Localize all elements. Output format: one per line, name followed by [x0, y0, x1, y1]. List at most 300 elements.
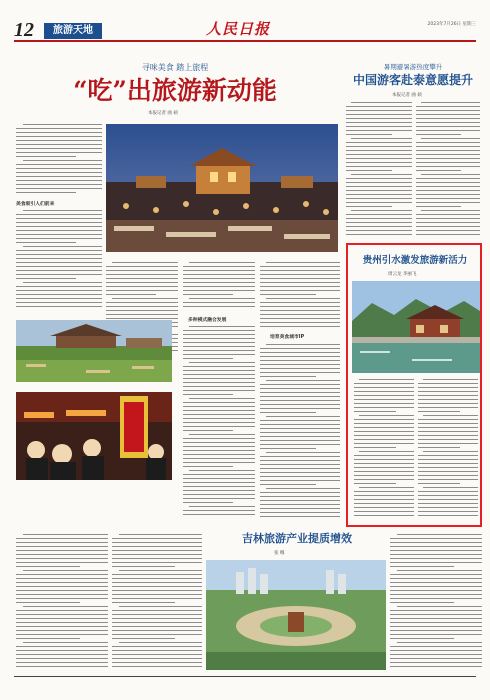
text-line: [16, 188, 102, 189]
text-line: [16, 258, 102, 259]
text-line: [418, 399, 478, 400]
text-line: [416, 146, 480, 147]
text-line: [183, 402, 255, 403]
text-line: [346, 170, 392, 171]
text-line: [260, 476, 340, 477]
main-body-col1: [16, 210, 102, 310]
text-line: [106, 294, 156, 295]
text-line: [354, 511, 414, 512]
text-line: [416, 170, 461, 171]
rice-field-photo: [16, 320, 172, 382]
text-line: [119, 534, 202, 535]
text-line: [112, 586, 202, 587]
text-line: [354, 411, 396, 412]
text-line: [260, 322, 340, 323]
text-line: [183, 350, 255, 351]
text-line: [16, 286, 102, 287]
text-line: [189, 326, 255, 327]
text-line: [390, 542, 482, 543]
text-line: [112, 630, 202, 631]
text-line: [354, 483, 396, 484]
text-line: [416, 154, 480, 155]
text-line: [346, 126, 412, 127]
text-line: [390, 614, 482, 615]
text-line: [16, 662, 108, 663]
text-line: [346, 182, 412, 183]
text-line: [423, 379, 478, 380]
text-line: [423, 415, 478, 416]
text-line: [418, 503, 478, 504]
text-line: [390, 586, 482, 587]
text-line: [260, 408, 340, 409]
text-line: [418, 499, 478, 500]
text-line: [16, 306, 102, 307]
text-line: [119, 642, 202, 643]
text-line: [16, 546, 108, 547]
text-line: [346, 206, 392, 207]
text-line: [418, 443, 478, 444]
text-line: [390, 558, 482, 559]
text-line: [260, 456, 340, 457]
text-line: [416, 114, 480, 115]
text-line: [346, 202, 412, 203]
text-line: [183, 378, 255, 379]
text-line: [16, 294, 102, 295]
text-line: [112, 582, 202, 583]
text-line: [260, 302, 340, 303]
text-line: [260, 432, 340, 433]
text-line: [183, 410, 255, 411]
text-line: [183, 382, 255, 383]
text-line: [16, 168, 102, 169]
text-line: [418, 447, 460, 448]
text-line: [266, 344, 340, 345]
text-line: [16, 538, 108, 539]
text-line: [354, 391, 414, 392]
text-line: [260, 516, 340, 517]
text-line: [260, 290, 340, 291]
text-line: [260, 420, 340, 421]
text-line: [112, 662, 202, 663]
text-line: [16, 230, 102, 231]
text-line: [260, 310, 340, 311]
text-line: [16, 226, 102, 227]
text-line: [106, 310, 178, 311]
main-subhead-3: 培育美食城市IP: [270, 335, 305, 340]
text-line: [183, 446, 255, 447]
text-line: [106, 278, 178, 279]
text-line: [183, 390, 255, 391]
text-line: [16, 238, 102, 239]
text-line: [183, 370, 255, 371]
text-line: [16, 254, 102, 255]
text-line: [106, 274, 178, 275]
text-line: [418, 479, 478, 480]
text-line: [16, 148, 102, 149]
text-line: [260, 472, 340, 473]
text-line: [183, 290, 255, 291]
text-line: [354, 471, 414, 472]
text-line: [183, 458, 255, 459]
text-line: [23, 246, 102, 247]
text-line: [390, 590, 482, 591]
text-line: [16, 638, 80, 639]
text-line: [16, 630, 108, 631]
text-line: [112, 566, 175, 567]
text-line: [16, 646, 108, 647]
text-line: [260, 314, 340, 315]
text-line: [416, 234, 480, 235]
text-line: [106, 314, 178, 315]
text-line: [418, 491, 478, 492]
text-line: [416, 162, 480, 163]
text-line: [112, 562, 202, 563]
text-line: [183, 430, 233, 431]
text-line: [346, 158, 412, 159]
text-line: [346, 218, 412, 219]
text-line: [346, 226, 412, 227]
text-line: [189, 506, 255, 507]
text-line: [260, 500, 340, 501]
text-line: [416, 206, 461, 207]
text-line: [390, 602, 454, 603]
text-line: [416, 130, 480, 131]
text-line: [260, 448, 316, 449]
text-line: [183, 466, 233, 467]
text-line: [354, 419, 414, 420]
text-line: [16, 550, 108, 551]
text-line: [260, 318, 340, 319]
text-line: [16, 602, 80, 603]
text-line: [390, 546, 482, 547]
text-line: [112, 262, 178, 263]
text-line: [260, 348, 340, 349]
text-line: [16, 250, 102, 251]
text-line: [354, 407, 414, 408]
text-line: [183, 454, 255, 455]
text-line: [183, 266, 255, 267]
text-line: [106, 270, 178, 271]
text-line: [418, 423, 478, 424]
text-line: [354, 455, 414, 456]
text-line: [390, 578, 482, 579]
text-line: [390, 538, 482, 539]
text-line: [183, 354, 255, 355]
text-line: [112, 590, 202, 591]
text-line: [183, 494, 255, 495]
text-line: [346, 166, 412, 167]
text-line: [16, 566, 80, 567]
text-line: [418, 395, 478, 396]
text-line: [416, 106, 480, 107]
text-line: [260, 468, 340, 469]
text-line: [112, 666, 202, 667]
right-byline: 本报记者 曲 硕: [392, 93, 422, 98]
text-line: [260, 356, 340, 357]
text-line: [16, 586, 108, 587]
bottom-body-text: [390, 534, 482, 670]
text-line: [16, 582, 108, 583]
text-line: [390, 646, 482, 647]
text-line: [266, 416, 340, 417]
text-line: [260, 504, 340, 505]
text-line: [183, 282, 255, 283]
text-line: [16, 598, 108, 599]
text-line: [346, 154, 412, 155]
text-line: [260, 294, 316, 295]
text-line: [106, 266, 178, 267]
text-line: [16, 128, 102, 129]
text-line: [16, 132, 102, 133]
text-line: [106, 286, 178, 287]
text-line: [397, 570, 482, 571]
text-line: [346, 198, 412, 199]
text-line: [390, 658, 482, 659]
featured-article-box[interactable]: [346, 243, 482, 527]
text-line: [346, 162, 412, 163]
text-line: [418, 511, 478, 512]
text-line: [416, 122, 480, 123]
text-line: [189, 398, 255, 399]
text-line: [351, 210, 412, 211]
main-intro-text: [16, 124, 102, 196]
text-line: [390, 634, 482, 635]
text-line: [16, 590, 108, 591]
text-line: [183, 414, 255, 415]
text-line: [390, 574, 482, 575]
main-subhead-1: 美食吸引人们前来: [16, 202, 55, 207]
feature-body-col2: [418, 379, 478, 521]
text-line: [266, 488, 340, 489]
text-line: [16, 274, 102, 275]
text-line: [189, 362, 255, 363]
text-line: [112, 614, 202, 615]
text-line: [183, 338, 255, 339]
text-line: [346, 222, 412, 223]
text-line: [112, 298, 178, 299]
text-line: [112, 538, 202, 539]
text-line: [346, 114, 412, 115]
text-line: [354, 395, 414, 396]
text-line: [260, 492, 340, 493]
footer-rule: [14, 676, 476, 677]
text-line: [390, 554, 482, 555]
text-line: [346, 230, 412, 231]
text-line: [354, 491, 414, 492]
text-line: [260, 484, 316, 485]
text-line: [112, 618, 202, 619]
text-line: [346, 234, 412, 235]
main-body-col3a: [183, 262, 255, 312]
text-line: [16, 266, 102, 267]
text-line: [266, 380, 340, 381]
text-line: [260, 464, 340, 465]
text-line: [183, 366, 255, 367]
text-line: [16, 136, 102, 137]
text-line: [346, 134, 392, 135]
text-line: [390, 550, 482, 551]
text-line: [423, 487, 478, 488]
text-line: [183, 386, 255, 387]
text-line: [354, 459, 414, 460]
right-body-col2: [416, 102, 480, 238]
text-line: [183, 450, 255, 451]
bottom-headline: 吉林旅游产业提质增效: [242, 532, 352, 545]
text-line: [346, 142, 412, 143]
text-line: [351, 138, 412, 139]
text-line: [418, 455, 478, 456]
text-line: [354, 515, 414, 516]
text-line: [260, 400, 340, 401]
text-line: [16, 302, 102, 303]
text-line: [260, 372, 340, 373]
text-line: [346, 110, 412, 111]
text-line: [421, 102, 480, 103]
text-line: [346, 122, 412, 123]
text-line: [16, 558, 108, 559]
text-line: [418, 459, 478, 460]
text-line: [359, 487, 414, 488]
right-body-col1: [346, 102, 412, 238]
text-line: [354, 427, 414, 428]
text-line: [16, 156, 76, 157]
text-line: [23, 570, 108, 571]
text-line: [418, 419, 478, 420]
main-body-col4b: [260, 344, 340, 522]
text-line: [346, 130, 412, 131]
text-line: [16, 618, 108, 619]
text-line: [418, 411, 460, 412]
text-line: [390, 654, 482, 655]
text-line: [112, 610, 202, 611]
text-line: [16, 562, 108, 563]
text-line: [23, 606, 108, 607]
section-label: 旅游天地: [44, 23, 102, 39]
text-line: [183, 342, 255, 343]
text-line: [351, 174, 412, 175]
text-line: [416, 158, 480, 159]
text-line: [346, 194, 412, 195]
text-line: [112, 602, 175, 603]
text-line: [390, 562, 482, 563]
text-line: [416, 214, 480, 215]
text-line: [416, 190, 480, 191]
text-line: [183, 278, 255, 279]
masthead-logo: 人民日报: [206, 20, 271, 38]
text-line: [346, 118, 412, 119]
text-line: [16, 578, 108, 579]
text-line: [346, 214, 412, 215]
text-line: [106, 302, 178, 303]
text-line: [106, 318, 178, 319]
text-line: [260, 412, 316, 413]
text-line: [112, 654, 202, 655]
text-line: [16, 650, 108, 651]
text-line: [106, 290, 178, 291]
date-line: 2023年7月26日 星期三: [427, 22, 476, 27]
text-line: [390, 622, 482, 623]
text-line: [183, 422, 255, 423]
text-line: [16, 594, 108, 595]
text-line: [260, 404, 340, 405]
text-line: [416, 186, 480, 187]
text-line: [260, 282, 340, 283]
page-header: [14, 20, 476, 42]
text-line: [421, 138, 480, 139]
text-line: [416, 198, 480, 199]
text-line: [416, 142, 480, 143]
feature-body-col1: [354, 379, 414, 521]
text-line: [112, 558, 202, 559]
text-line: [112, 554, 202, 555]
jilin-city-aerial-photo: [206, 560, 386, 670]
text-line: [112, 634, 202, 635]
text-line: [183, 426, 255, 427]
text-line: [16, 184, 102, 185]
text-line: [183, 394, 233, 395]
text-line: [418, 427, 478, 428]
text-line: [119, 606, 202, 607]
text-line: [16, 140, 102, 141]
text-line: [390, 582, 482, 583]
text-line: [416, 118, 480, 119]
text-line: [16, 242, 76, 243]
text-line: [390, 666, 482, 667]
text-line: [390, 566, 454, 567]
text-line: [183, 346, 255, 347]
right-kicker: 暑期避暑游热度攀升: [383, 63, 443, 71]
text-line: [183, 498, 255, 499]
text-line: [260, 274, 340, 275]
text-line: [183, 490, 255, 491]
text-line: [183, 418, 255, 419]
text-line: [354, 479, 414, 480]
text-line: [183, 486, 255, 487]
text-line: [260, 440, 340, 441]
text-line: [183, 406, 255, 407]
text-line: [266, 452, 340, 453]
text-line: [418, 435, 478, 436]
text-line: [260, 364, 340, 365]
text-line: [260, 512, 340, 513]
guizhou-waterfront-photo: [352, 281, 480, 373]
text-line: [418, 475, 478, 476]
text-line: [266, 262, 340, 263]
text-line: [354, 499, 414, 500]
text-line: [16, 192, 76, 193]
text-line: [183, 510, 255, 511]
text-line: [16, 290, 102, 291]
text-line: [183, 334, 255, 335]
text-line: [418, 463, 478, 464]
text-line: [23, 642, 108, 643]
text-line: [16, 574, 108, 575]
text-line: [16, 622, 108, 623]
text-line: [418, 471, 478, 472]
text-line: [390, 618, 482, 619]
text-line: [112, 550, 202, 551]
text-line: [359, 379, 414, 380]
text-line: [183, 478, 255, 479]
text-line: [112, 650, 202, 651]
text-line: [112, 638, 175, 639]
text-line: [183, 442, 255, 443]
text-line: [418, 483, 460, 484]
text-line: [112, 658, 202, 659]
feature-byline: 周云龙 李丽飞: [388, 272, 417, 277]
text-line: [260, 270, 340, 271]
text-line: [183, 274, 255, 275]
